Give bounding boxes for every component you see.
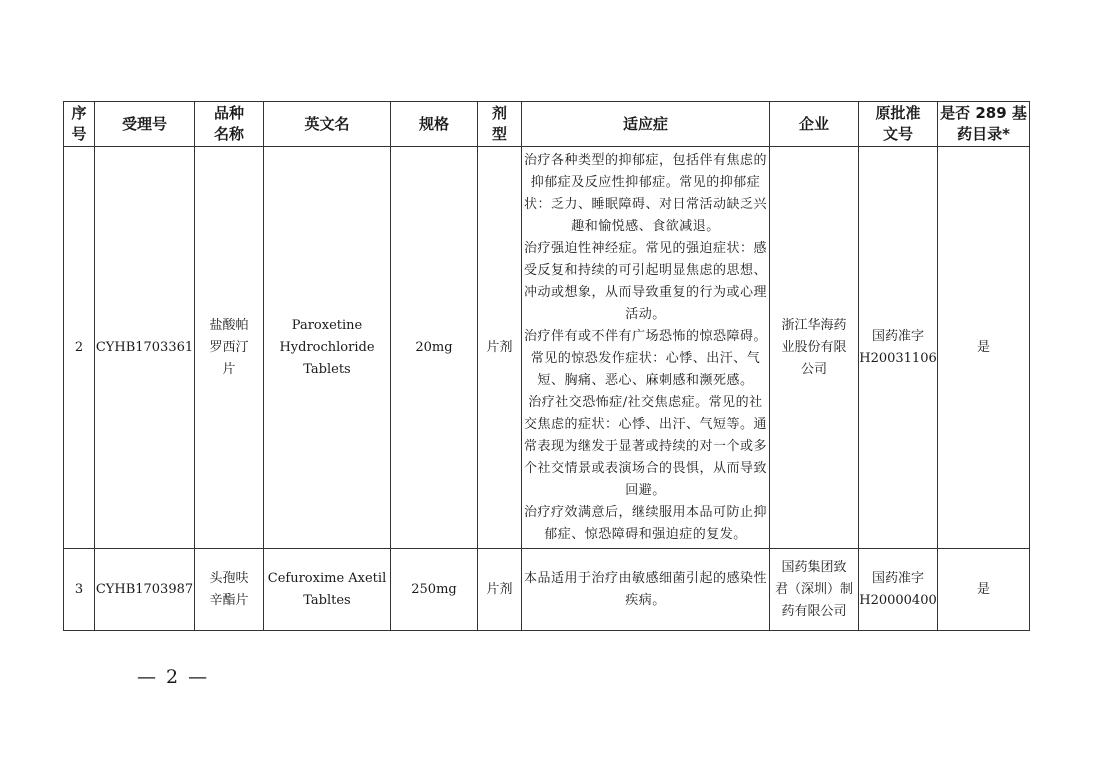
table-row <box>64 549 1030 631</box>
header-essential <box>938 102 1030 147</box>
cell-company <box>770 147 859 549</box>
header-spec: 规格 <box>391 102 478 147</box>
cell-indication <box>522 549 770 631</box>
approval-line: 国药准字 <box>871 570 924 586</box>
table-header <box>64 102 1030 147</box>
header-variety-line: 名称 <box>213 125 244 143</box>
cell-seq: 3 <box>64 549 95 631</box>
company-line: 药有限公司 <box>781 603 847 619</box>
header-essential-line: 是否 289 基 <box>940 104 1027 122</box>
header-essential-line: 药目录* <box>957 125 1010 143</box>
cell-seq: 2 <box>64 147 95 549</box>
header-approval-line: 文号 <box>882 125 913 143</box>
header-indication: 适应症 <box>522 102 770 147</box>
cell-accept-no: CYHB1703361 <box>95 147 195 549</box>
header-row <box>64 102 1030 147</box>
header-seq <box>64 102 95 147</box>
company-line: 公司 <box>800 361 827 377</box>
cell-company <box>770 549 859 631</box>
company-line: 业股份有限 <box>781 339 847 355</box>
indication-paragraph: 治疗社交恐怖症/社交焦虑症。常见的社交焦虑的症状：心悸、出汗、气短等。通常表现为继发于显著或持续的对一个或多个社交情景或表演场合的畏惧，从而导致回避。 <box>523 394 767 498</box>
header-variety <box>195 102 264 147</box>
company-line: 浙江华海药 <box>781 317 847 333</box>
cell-variety <box>195 147 264 549</box>
cell-essential: 是 <box>938 549 1030 631</box>
table-row <box>64 147 1030 549</box>
company-line: 君（深圳）制 <box>774 581 853 597</box>
indication-paragraph: 治疗疗效满意后，继续服用本品可防止抑郁症、惊恐障碍和强迫症的复发。 <box>523 504 767 542</box>
page-number: — 2 — <box>137 666 210 688</box>
header-dosage-line: 型 <box>491 125 507 143</box>
cell-indication <box>522 147 770 549</box>
header-seq-line: 序 <box>71 104 87 122</box>
cell-dosage: 片剂 <box>478 147 522 549</box>
variety-line: 头孢呋 <box>209 570 249 586</box>
variety-line: 辛酯片 <box>209 592 249 608</box>
variety-line: 罗西汀 <box>209 339 249 355</box>
header-english: 英文名 <box>264 102 391 147</box>
header-accept-no: 受理号 <box>95 102 195 147</box>
variety-line: 盐酸帕 <box>209 317 249 333</box>
english-line: Tabltes <box>303 592 351 608</box>
header-company: 企业 <box>770 102 859 147</box>
cell-spec: 250mg <box>391 549 478 631</box>
approval-line: H20000400 <box>859 592 937 608</box>
approval-line: 国药准字 <box>871 328 924 344</box>
cell-english <box>264 549 391 631</box>
english-line: Hydrochloride <box>279 339 375 355</box>
indication-paragraph: 本品适用于治疗由敏感细菌引起的感染性疾病。 <box>523 570 767 608</box>
english-line: Paroxetine <box>291 317 363 333</box>
table-body <box>64 147 1030 631</box>
cell-variety <box>195 549 264 631</box>
variety-line: 片 <box>222 361 236 377</box>
cell-approval <box>859 147 938 549</box>
approval-line: H20031106 <box>859 350 937 366</box>
cell-accept-no: CYHB1703987 <box>95 549 195 631</box>
header-approval-line: 原批准 <box>875 104 921 122</box>
indication-paragraph: 治疗各种类型的抑郁症，包括伴有焦虑的抑郁症及反应性抑郁症。常见的抑郁症状：乏力、睡眠障碍、对日常活动缺乏兴趣和愉悦感、食欲减退。 <box>523 152 767 234</box>
header-dosage-line: 剂 <box>491 104 507 122</box>
header-seq-line: 号 <box>71 125 87 143</box>
cell-dosage: 片剂 <box>478 549 522 631</box>
english-line: Cefuroxime Axetil <box>267 570 387 586</box>
cell-approval <box>859 549 938 631</box>
indication-paragraph: 治疗伴有或不伴有广场恐怖的惊恐障碍。常见的惊恐发作症状：心悸、出汗、气短、胸痛、恶心、麻刺感和濒死感。 <box>523 328 767 388</box>
drug-table <box>63 101 1030 631</box>
indication-paragraph: 治疗强迫性神经症。常见的强迫症状：感受反复和持续的可引起明显焦虑的思想、冲动或想象，从而导致重复的行为或心理活动。 <box>523 240 767 322</box>
company-line: 国药集团致 <box>781 559 847 575</box>
header-approval <box>859 102 938 147</box>
cell-spec: 20mg <box>391 147 478 549</box>
header-variety-line: 品种 <box>213 104 244 122</box>
english-line: Tablets <box>303 361 351 377</box>
cell-english <box>264 147 391 549</box>
cell-essential: 是 <box>938 147 1030 549</box>
header-dosage <box>478 102 522 147</box>
